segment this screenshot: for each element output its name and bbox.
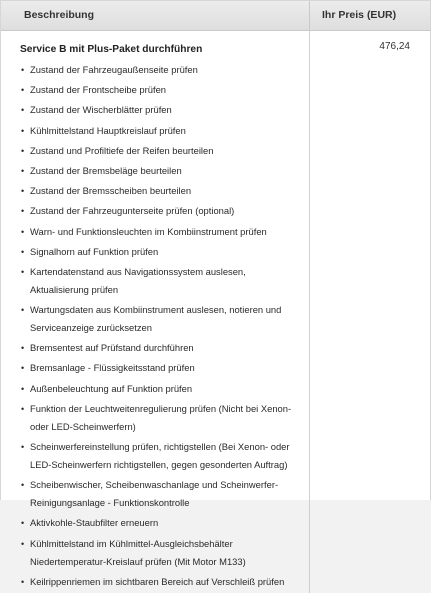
list-item-label: Funktion der Leuchtweitenregulierung prüfen (Nicht bei Xenon- oder LED-Scheinwerfern) xyxy=(30,402,292,432)
bullet-icon: • xyxy=(21,363,25,374)
bullet-icon: • xyxy=(21,65,25,75)
bullet-icon: • xyxy=(21,206,25,217)
bullet-icon: • xyxy=(21,538,25,549)
bullet-icon: • xyxy=(21,186,25,197)
list-item-label: Zustand der Bremsbeläge beurteilen xyxy=(30,164,182,176)
list-item-label: Bremsentest auf Prüfstand durchführen xyxy=(30,342,194,354)
bullet-icon: • xyxy=(21,383,25,394)
list-item xyxy=(20,514,301,532)
list-item xyxy=(20,476,301,512)
price-cell xyxy=(309,31,430,593)
list-item xyxy=(20,301,301,337)
bullet-icon: • xyxy=(21,105,25,116)
list-item xyxy=(20,182,301,200)
list-item xyxy=(20,81,301,99)
bullet-icon: • xyxy=(21,442,25,452)
list-item xyxy=(20,101,301,119)
list-item xyxy=(20,339,301,357)
list-item-label: Zustand der Frontscheibe prüfen xyxy=(30,84,167,96)
list-item xyxy=(20,202,301,220)
bullet-icon: • xyxy=(21,246,25,257)
bullet-icon: • xyxy=(21,165,25,176)
list-item xyxy=(20,359,301,377)
list-item xyxy=(20,438,301,474)
list-item xyxy=(20,122,301,140)
list-item-label: Scheinwerfereinstellung prüfen, richtigstellen (Bei Xenon- oder LED-Scheinwerfern richtigstellen, gegen gesonderten Auftrag) xyxy=(30,441,290,470)
bullet-icon: • xyxy=(21,266,25,277)
list-item-label: Kühlmittelstand im Kühlmittel-Ausgleichsbehälter Niedertemperatur-Kreislauf prüfen (Mit Motor M133) xyxy=(30,537,246,567)
service-item-list xyxy=(20,61,301,591)
bullet-icon: • xyxy=(21,85,25,96)
list-item xyxy=(20,573,301,591)
list-item-label: Kühlmittelstand Hauptkreislauf prüfen xyxy=(30,124,186,136)
list-item-label: Bremsanlage - Flüssigkeitsstand prüfen xyxy=(30,362,195,374)
bullet-icon: • xyxy=(21,305,25,316)
list-item-label: Zustand der Fahrzeugaußenseite prüfen xyxy=(30,64,198,75)
list-item xyxy=(20,243,301,261)
list-item-label: Zustand und Profiltiefe der Reifen beurteilen xyxy=(30,144,214,156)
list-item xyxy=(20,61,301,79)
bullet-icon: • xyxy=(21,343,25,354)
list-item-label: Zustand der Bremsscheiben beurteilen xyxy=(30,185,192,197)
list-item-label: Außenbeleuchtung auf Funktion prüfen xyxy=(30,382,193,394)
service-title: Service B mit Plus-Paket durchführen xyxy=(20,44,203,55)
list-item xyxy=(20,162,301,180)
list-item-label: Signalhorn auf Funktion prüfen xyxy=(30,245,159,257)
list-item xyxy=(20,535,301,571)
bullet-icon: • xyxy=(21,518,25,529)
service-price: 476,24 xyxy=(379,41,410,52)
list-item-label: Zustand der Fahrzeugunterseite prüfen (optional) xyxy=(30,205,235,217)
bullet-icon: • xyxy=(21,480,25,491)
list-item-label: Keilrippenriemen im sichtbaren Bereich auf Verschleiß prüfen xyxy=(30,575,285,587)
list-item-label: Scheibenwischer, Scheibenwaschanlage und Scheinwerfer-Reinigungsanlage - Funktionskontrolle xyxy=(30,479,279,509)
bullet-icon: • xyxy=(21,576,25,587)
bullet-icon: • xyxy=(21,403,25,414)
bullet-icon: • xyxy=(21,226,25,237)
list-item-label: Aktivkohle-Staubfilter erneuern xyxy=(30,517,159,529)
column-header-description[interactable]: Beschreibung xyxy=(24,9,95,21)
list-item-label: Kartendatenstand aus Navigationssystem auslesen, Aktualisierung prüfen xyxy=(30,265,246,295)
list-item xyxy=(20,142,301,160)
list-item xyxy=(20,380,301,398)
list-item xyxy=(20,263,301,299)
list-item xyxy=(20,400,301,436)
list-item-label: Zustand der Wischerblätter prüfen xyxy=(30,104,172,116)
list-item-label: Warn- und Funktionsleuchten im Kombiinstrument prüfen xyxy=(30,225,267,237)
table-row xyxy=(1,31,430,593)
list-item xyxy=(20,223,301,241)
column-header-price[interactable]: Ihr Preis (EUR) xyxy=(309,1,430,30)
table-header xyxy=(1,0,430,31)
description-cell xyxy=(1,31,309,593)
bullet-icon: • xyxy=(21,125,25,136)
list-item-label: Wartungsdaten aus Kombiinstrument auslesen, notieren und Serviceanzeige zurücksetzen xyxy=(30,304,282,334)
bullet-icon: • xyxy=(21,145,25,156)
